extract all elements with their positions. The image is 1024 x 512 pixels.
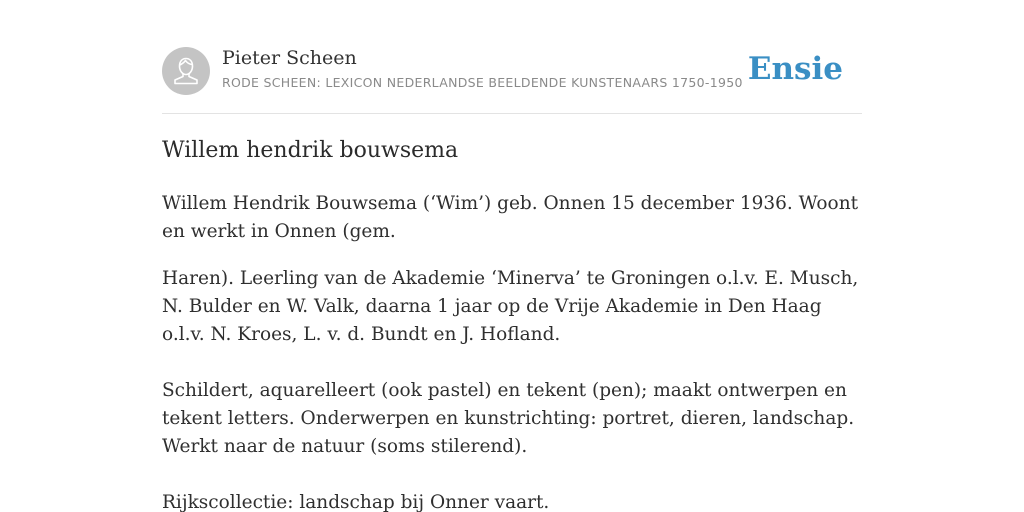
article-paragraph: Willem Hendrik Bouwsema (‘Wim’) geb. Onnen 15 december 1936. Woont en werkt in Onnen (gem. [162,193,859,242]
author-header [162,47,862,95]
article-paragraph: Haren). Leerling van de Akademie ‘Minerva’ te Groningen o.l.v. E. Musch, N. Bulder en W. Valk, daarna 1 jaar op de Vrije Akademie in Den Haag o.l.v. N. Kroes, L. v. d. Bundt en J. Hofland. [162,268,859,345]
paragraph-gap [162,461,862,489]
paragraph-gap [162,349,862,377]
brand-logo[interactable]: Ensie [747,51,843,87]
header-divider [162,113,862,114]
avatar[interactable] [162,47,210,95]
article-paragraph: Rijkscollectie: landschap bij Onner vaart. [162,492,550,512]
source-label: RODE SCHEEN: LEXICON NEDERLANDSE BEELDENDE KUNSTENAARS 1750-1950 [222,75,743,90]
article-body [162,190,862,512]
article-paragraph: Schildert, aquarelleert (ook pastel) en tekent (pen); maakt ontwerpen en tekent letters. Onderwerpen en kunstrichting: portret, dieren, landschap. Werkt naar de natuur (soms stilerend). [162,380,855,457]
user-silhouette-icon [162,47,210,95]
page-title: Willem hendrik bouwsema [162,138,459,163]
author-name[interactable]: Pieter Scheen [222,47,357,69]
